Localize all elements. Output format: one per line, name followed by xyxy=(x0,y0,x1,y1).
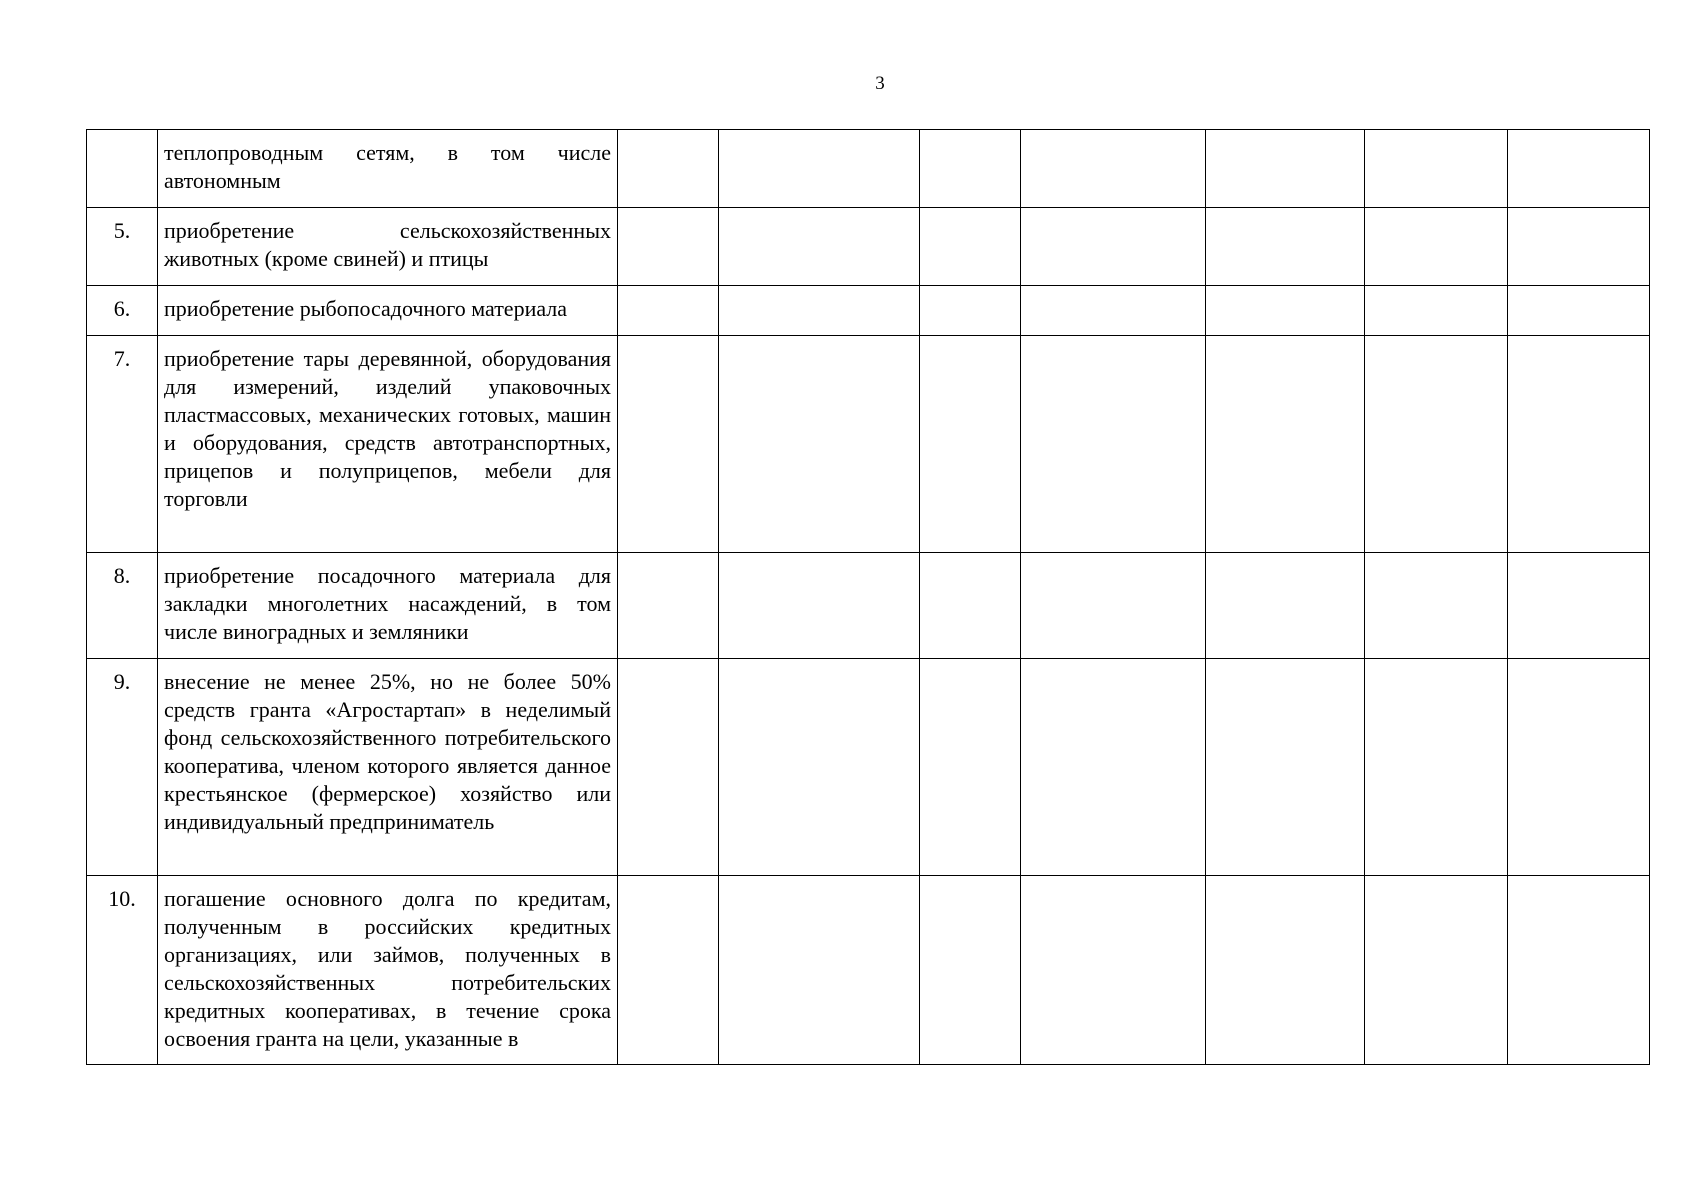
row-number xyxy=(87,130,158,208)
expense-table xyxy=(86,129,1650,1065)
table-row xyxy=(87,208,1650,286)
empty-cell xyxy=(1365,286,1508,336)
row-number: 8. xyxy=(87,553,158,659)
empty-cell xyxy=(920,208,1021,286)
empty-cell xyxy=(1021,208,1206,286)
empty-cell xyxy=(618,553,719,659)
empty-cell xyxy=(1206,876,1365,1065)
empty-cell xyxy=(1365,336,1508,553)
row-text: приобретение посадочного материала для закладки многолетних насаждений, в том числе виноградных и земляники xyxy=(158,553,618,659)
empty-cell xyxy=(1021,659,1206,876)
row-text: приобретение сельскохозяйственных животных (кроме свиней) и птицы xyxy=(158,208,618,286)
empty-cell xyxy=(719,336,920,553)
table-row xyxy=(87,876,1650,1065)
row-number: 10. xyxy=(87,876,158,1065)
empty-cell xyxy=(1365,876,1508,1065)
empty-cell xyxy=(1021,130,1206,208)
empty-cell xyxy=(920,286,1021,336)
row-number: 9. xyxy=(87,659,158,876)
row-text: приобретение рыбопосадочного материала xyxy=(158,286,618,336)
empty-cell xyxy=(920,876,1021,1065)
empty-cell xyxy=(1021,876,1206,1065)
empty-cell xyxy=(719,659,920,876)
row-number: 5. xyxy=(87,208,158,286)
empty-cell xyxy=(1021,286,1206,336)
table-row xyxy=(87,130,1650,208)
empty-cell xyxy=(1206,336,1365,553)
empty-cell xyxy=(618,876,719,1065)
empty-cell xyxy=(1206,130,1365,208)
empty-cell xyxy=(1365,208,1508,286)
empty-cell xyxy=(719,553,920,659)
empty-cell xyxy=(1508,659,1650,876)
empty-cell xyxy=(920,336,1021,553)
row-text: теплопроводным сетям, в том числе автономным xyxy=(158,130,618,208)
table-row xyxy=(87,336,1650,553)
empty-cell xyxy=(1206,553,1365,659)
empty-cell xyxy=(1021,553,1206,659)
table-body xyxy=(87,130,1650,1065)
empty-cell xyxy=(1508,208,1650,286)
empty-cell xyxy=(1365,553,1508,659)
empty-cell xyxy=(1508,876,1650,1065)
empty-cell xyxy=(1206,286,1365,336)
empty-cell xyxy=(719,876,920,1065)
table-row xyxy=(87,553,1650,659)
page-number: 3 xyxy=(875,73,885,94)
table-row xyxy=(87,659,1650,876)
empty-cell xyxy=(618,130,719,208)
empty-cell xyxy=(1206,208,1365,286)
row-number: 7. xyxy=(87,336,158,553)
empty-cell xyxy=(1508,130,1650,208)
empty-cell xyxy=(920,553,1021,659)
empty-cell xyxy=(719,286,920,336)
row-text: приобретение тары деревянной, оборудования для измерений, изделий упаковочных пластмассовых, механических готовых, машин и оборудования, средств автотранспортных, прицепов и полуприцепов, мебели для торговли xyxy=(158,336,618,553)
empty-cell xyxy=(920,659,1021,876)
empty-cell xyxy=(618,208,719,286)
table-row xyxy=(87,286,1650,336)
empty-cell xyxy=(1508,286,1650,336)
row-number: 6. xyxy=(87,286,158,336)
empty-cell xyxy=(1365,130,1508,208)
empty-cell xyxy=(1365,659,1508,876)
empty-cell xyxy=(618,659,719,876)
row-text: погашение основного долга по кредитам, полученным в российских кредитных организациях, или займов, полученных в сельскохозяйственных потребительских кредитных кооперативах, в течение срока освоения гранта на цели, указанные в xyxy=(158,876,618,1065)
empty-cell xyxy=(618,336,719,553)
empty-cell xyxy=(719,130,920,208)
empty-cell xyxy=(719,208,920,286)
empty-cell xyxy=(920,130,1021,208)
empty-cell xyxy=(1021,336,1206,553)
row-text: внесение не менее 25%, но не более 50% средств гранта «Агростартап» в неделимый фонд сельскохозяйственного потребительского кооператива, членом которого является данное крестьянское (фермерское) хозяйство или индивидуальный предприниматель xyxy=(158,659,618,876)
empty-cell xyxy=(1508,553,1650,659)
empty-cell xyxy=(1206,659,1365,876)
empty-cell xyxy=(1508,336,1650,553)
empty-cell xyxy=(618,286,719,336)
